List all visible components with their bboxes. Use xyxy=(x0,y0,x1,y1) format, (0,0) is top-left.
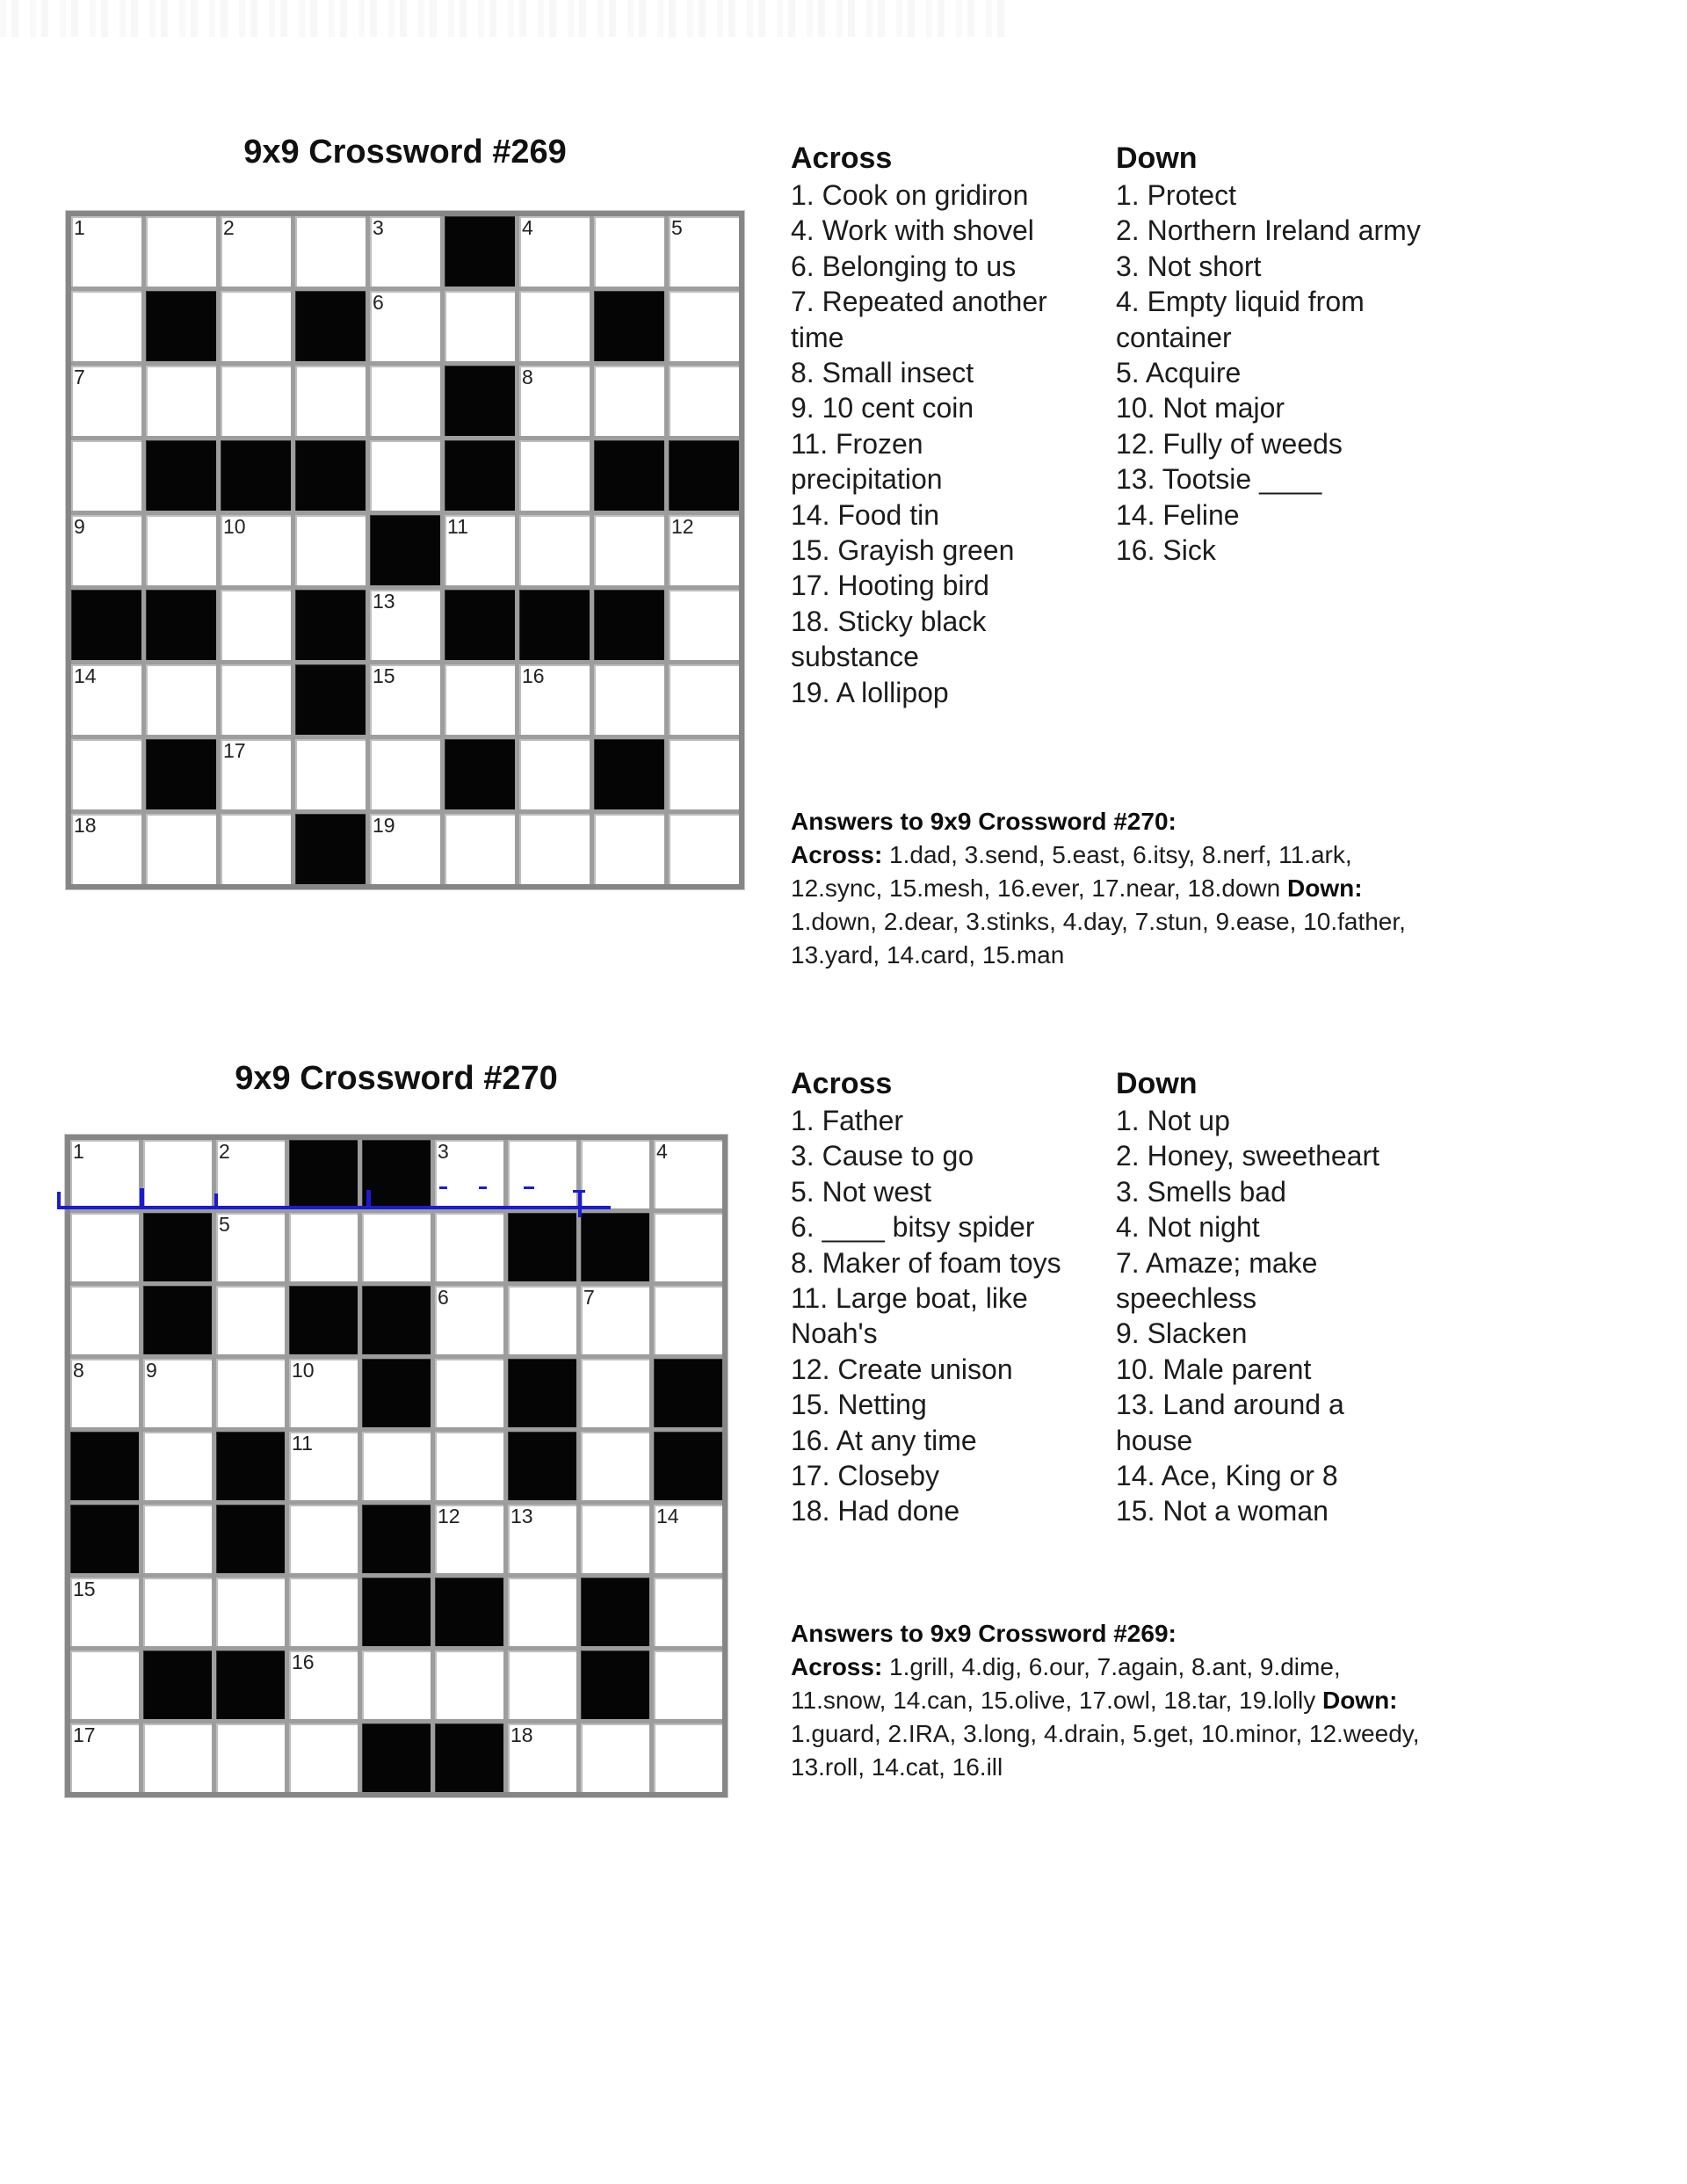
black-cell xyxy=(445,440,515,511)
answers-bold-label: Answers to 9x9 Crossword #269: xyxy=(791,1620,1177,1647)
clue-line: 4. Empty liquid from xyxy=(1116,286,1365,318)
clue-line: 9. 10 cent coin xyxy=(791,392,974,424)
white-cell xyxy=(221,814,291,884)
white-cell xyxy=(70,1578,139,1646)
white-cell xyxy=(370,216,440,287)
black-cell xyxy=(370,515,440,585)
black-cell xyxy=(581,1578,649,1646)
clue-line: precipitation xyxy=(791,463,943,496)
white-cell xyxy=(654,1651,722,1719)
white-cell xyxy=(146,366,216,436)
clue-line: speechless xyxy=(1116,1282,1257,1315)
white-cell xyxy=(216,1578,285,1646)
white-cell xyxy=(435,1432,503,1500)
white-cell xyxy=(508,1651,576,1719)
white-cell xyxy=(594,366,664,436)
white-cell xyxy=(71,664,141,735)
answers-text: 1.dad, 3.send, 5.east, 6.itsy, 8.nerf, 11.ark, xyxy=(882,841,1352,868)
black-cell xyxy=(362,1578,431,1646)
white-cell xyxy=(370,291,440,361)
white-cell xyxy=(581,1140,649,1208)
white-cell xyxy=(594,814,664,884)
white-cell xyxy=(594,216,664,287)
black-cell xyxy=(146,590,216,660)
black-cell xyxy=(146,739,216,809)
cell-number: 19 xyxy=(373,814,395,837)
white-cell xyxy=(221,216,291,287)
black-cell xyxy=(445,590,515,660)
clue-line: 3. Smells bad xyxy=(1116,1175,1286,1208)
white-cell xyxy=(669,739,739,809)
clue-line: 6. ____ bitsy spider xyxy=(791,1211,1035,1244)
black-cell xyxy=(445,739,515,809)
white-cell xyxy=(71,216,141,287)
black-cell xyxy=(654,1432,722,1500)
black-cell xyxy=(295,590,366,660)
white-cell xyxy=(143,1359,212,1427)
clue-line: 6. Belonging to us xyxy=(791,250,1017,282)
white-cell xyxy=(221,515,291,585)
black-cell xyxy=(508,1432,576,1500)
white-cell xyxy=(362,1651,431,1719)
clue-line: 2. Northern Ireland army xyxy=(1116,214,1421,247)
cell-number: 14 xyxy=(656,1505,679,1527)
answers-text: 11.snow, 14.can, 15.olive, 17.owl, 18.tar, 19.lolly xyxy=(791,1687,1322,1714)
clue-line: 19. A lollipop xyxy=(791,676,949,708)
black-cell xyxy=(295,814,366,884)
black-cell xyxy=(143,1286,212,1354)
clue-line: 17. Closeby xyxy=(791,1460,939,1492)
clue-line: 7. Repeated another xyxy=(791,286,1047,318)
white-cell xyxy=(370,590,440,660)
link-artifact-mark xyxy=(366,1190,371,1209)
cell-number: 2 xyxy=(223,216,235,239)
answers-text: 13.roll, 14.cat, 16.ill xyxy=(791,1753,1003,1781)
cell-number: 12 xyxy=(438,1505,460,1527)
clue-line: 5. Not west xyxy=(791,1175,932,1208)
clue-line: time xyxy=(791,321,844,353)
white-cell xyxy=(581,1505,649,1573)
clue-line: 10. Male parent xyxy=(1116,1353,1312,1385)
white-cell xyxy=(289,1578,358,1646)
cell-number: 6 xyxy=(373,291,384,314)
cell-number: 6 xyxy=(438,1286,449,1309)
cell-number: 4 xyxy=(522,216,533,239)
black-cell xyxy=(221,440,291,511)
white-cell xyxy=(508,1140,576,1208)
clue-line: 4. Not night xyxy=(1116,1211,1260,1244)
clue-line: 11. Large boat, like xyxy=(791,1282,1028,1315)
white-cell xyxy=(669,216,739,287)
clue-line: house xyxy=(1116,1424,1193,1456)
cell-number: 5 xyxy=(671,216,683,239)
clue-column-across-270 xyxy=(791,1064,1125,1529)
white-cell xyxy=(70,1651,139,1719)
white-cell xyxy=(445,291,515,361)
white-cell xyxy=(370,440,440,511)
black-cell xyxy=(146,291,216,361)
black-cell xyxy=(143,1213,212,1281)
clue-column-across-269 xyxy=(791,139,1125,710)
white-cell xyxy=(654,1578,722,1646)
cell-number: 9 xyxy=(74,515,85,538)
white-cell xyxy=(669,814,739,884)
white-cell xyxy=(370,739,440,809)
white-cell xyxy=(519,739,590,809)
cell-number: 12 xyxy=(671,515,694,538)
clue-line: 14. Feline xyxy=(1116,498,1240,531)
answers-text: 1.guard, 2.IRA, 3.long, 4.drain, 5.get, 10.minor, 12.weedy, xyxy=(791,1720,1420,1747)
clue-line: substance xyxy=(791,641,919,673)
black-cell xyxy=(445,216,515,287)
cell-number: 7 xyxy=(74,366,85,388)
clue-line: 10. Not major xyxy=(1116,392,1285,424)
white-cell xyxy=(370,366,440,436)
black-cell xyxy=(216,1432,285,1500)
cell-number: 16 xyxy=(522,664,545,687)
white-cell xyxy=(295,739,366,809)
black-cell xyxy=(581,1651,649,1719)
answers-line xyxy=(791,1751,1502,1784)
black-cell xyxy=(362,1140,431,1208)
white-cell xyxy=(71,814,141,884)
white-cell xyxy=(295,216,366,287)
clue-line: 3. Cause to go xyxy=(791,1140,974,1172)
answers-text: 12.sync, 15.mesh, 16.ever, 17.near, 18.down xyxy=(791,874,1288,902)
white-cell xyxy=(435,1359,503,1427)
answers-line xyxy=(791,939,1502,972)
clue-line: 4. Work with shovel xyxy=(791,214,1034,247)
black-cell xyxy=(362,1359,431,1427)
black-cell xyxy=(295,440,366,511)
white-cell xyxy=(221,590,291,660)
white-cell xyxy=(654,1213,722,1281)
white-cell xyxy=(581,1723,649,1792)
white-cell xyxy=(70,1286,139,1354)
white-cell xyxy=(71,515,141,585)
black-cell xyxy=(295,291,366,361)
cell-number: 13 xyxy=(510,1505,533,1527)
clue-line: 2. Honey, sweetheart xyxy=(1116,1140,1380,1172)
link-artifact-mark xyxy=(578,1190,582,1217)
white-cell xyxy=(581,1359,649,1427)
answers-bold-label: Answers to 9x9 Crossword #270: xyxy=(791,808,1177,835)
white-cell xyxy=(435,1286,503,1354)
black-cell xyxy=(71,590,141,660)
white-cell xyxy=(143,1723,212,1792)
white-cell xyxy=(581,1286,649,1354)
white-cell xyxy=(70,1213,139,1281)
cell-number: 2 xyxy=(219,1140,230,1163)
white-cell xyxy=(216,1359,285,1427)
white-cell xyxy=(669,291,739,361)
across-header: Across xyxy=(791,1067,893,1100)
white-cell xyxy=(370,664,440,735)
cell-number: 13 xyxy=(373,590,395,613)
cell-number: 11 xyxy=(447,515,468,538)
clue-line: 1. Father xyxy=(791,1105,904,1136)
white-cell xyxy=(221,366,291,436)
white-cell xyxy=(508,1505,576,1573)
white-cell xyxy=(143,1505,212,1573)
answers-text: 1.down, 2.dear, 3.stinks, 4.day, 7.stun, 9.ease, 10.father, xyxy=(791,908,1406,935)
clue-line: 16. Sick xyxy=(1116,534,1216,567)
cell-number: 15 xyxy=(73,1578,96,1600)
clue-line: 3. Not short xyxy=(1116,250,1262,282)
clue-line: 15. Netting xyxy=(791,1389,927,1421)
white-cell xyxy=(295,366,366,436)
clue-line: 12. Create unison xyxy=(791,1353,1013,1385)
white-cell xyxy=(519,366,590,436)
scan-noise-band xyxy=(0,0,1010,37)
cell-number: 1 xyxy=(73,1140,84,1163)
clue-line: 1. Cook on gridiron xyxy=(791,179,1029,211)
cell-number: 16 xyxy=(292,1651,315,1673)
white-cell xyxy=(654,1505,722,1573)
black-cell xyxy=(289,1286,358,1354)
white-cell xyxy=(669,366,739,436)
white-cell xyxy=(669,590,739,660)
white-cell xyxy=(221,739,291,809)
answers-line xyxy=(791,1684,1502,1717)
cell-number: 17 xyxy=(223,739,246,762)
black-cell xyxy=(508,1213,576,1281)
black-cell xyxy=(594,291,664,361)
white-cell xyxy=(289,1651,358,1719)
white-cell xyxy=(654,1723,722,1792)
clue-line: 8. Small insect xyxy=(791,357,974,389)
black-cell xyxy=(594,590,664,660)
white-cell xyxy=(289,1432,358,1500)
link-artifact-mark xyxy=(57,1192,61,1209)
clue-column-down-269 xyxy=(1116,139,1450,568)
white-cell xyxy=(70,1140,139,1208)
black-cell xyxy=(581,1213,649,1281)
clue-line: 15. Grayish green xyxy=(791,534,1015,567)
clue-line: container xyxy=(1116,321,1232,353)
cell-number: 3 xyxy=(438,1140,449,1163)
clue-line: 1. Not up xyxy=(1116,1105,1230,1136)
clue-line: 11. Frozen xyxy=(791,427,923,460)
white-cell xyxy=(435,1505,503,1573)
cell-number: 14 xyxy=(74,664,97,687)
white-cell xyxy=(70,1359,139,1427)
white-cell xyxy=(289,1505,358,1573)
white-cell xyxy=(216,1723,285,1792)
white-cell xyxy=(146,814,216,884)
white-cell xyxy=(445,515,515,585)
white-cell xyxy=(435,1140,503,1208)
white-cell xyxy=(221,291,291,361)
black-cell xyxy=(654,1359,722,1427)
white-cell xyxy=(519,291,590,361)
cell-number: 10 xyxy=(292,1359,315,1382)
clue-line: 5. Acquire xyxy=(1116,357,1242,389)
white-cell xyxy=(654,1140,722,1208)
clue-line: 16. At any time xyxy=(791,1424,977,1456)
white-cell xyxy=(71,291,141,361)
white-cell xyxy=(216,1213,285,1281)
white-cell xyxy=(289,1213,358,1281)
clue-line: 8. Maker of foam toys xyxy=(791,1246,1061,1279)
black-cell xyxy=(435,1578,503,1646)
black-cell xyxy=(146,440,216,511)
white-cell xyxy=(654,1286,722,1354)
cell-number: 10 xyxy=(223,515,246,538)
black-cell xyxy=(362,1723,431,1792)
puzzle-title: 9x9 Crossword #269 xyxy=(243,134,567,171)
cell-number: 1 xyxy=(74,216,85,239)
clue-line: 17. Hooting bird xyxy=(791,570,989,602)
down-header: Down xyxy=(1116,141,1198,175)
white-cell xyxy=(519,216,590,287)
black-cell xyxy=(216,1505,285,1573)
cell-number: 18 xyxy=(510,1723,533,1746)
black-cell xyxy=(143,1651,212,1719)
cell-number: 17 xyxy=(73,1723,96,1746)
white-cell xyxy=(508,1578,576,1646)
white-cell xyxy=(146,216,216,287)
answers-block-270 xyxy=(791,805,1502,972)
answers-bold-label: Across: xyxy=(791,841,883,868)
crossword-grid-270 xyxy=(65,1135,728,1797)
black-cell xyxy=(519,590,590,660)
link-artifact-mark xyxy=(524,1186,534,1189)
white-cell xyxy=(216,1286,285,1354)
answers-text: 13.yard, 14.card, 15.man xyxy=(791,941,1065,969)
clue-line: 13. Tootsie ____ xyxy=(1116,463,1322,496)
black-cell xyxy=(594,440,664,511)
white-cell xyxy=(143,1578,212,1646)
clue-line: 1. Protect xyxy=(1116,179,1236,211)
black-cell xyxy=(70,1432,139,1500)
white-cell xyxy=(594,664,664,735)
down-header: Down xyxy=(1116,1067,1198,1100)
white-cell xyxy=(370,814,440,884)
cell-number: 9 xyxy=(146,1359,157,1382)
link-artifact-mark xyxy=(479,1186,487,1189)
answers-line xyxy=(791,1617,1502,1651)
answers-bold-label: Across: xyxy=(791,1653,883,1680)
crossword-grid-269 xyxy=(66,211,744,889)
white-cell xyxy=(71,366,141,436)
cell-number: 8 xyxy=(522,366,533,388)
black-cell xyxy=(362,1505,431,1573)
black-cell xyxy=(289,1140,358,1208)
white-cell xyxy=(594,515,664,585)
cell-number: 18 xyxy=(74,814,97,837)
cell-number: 4 xyxy=(656,1140,668,1163)
white-cell xyxy=(669,515,739,585)
black-cell xyxy=(295,664,366,735)
white-cell xyxy=(435,1213,503,1281)
cell-number: 5 xyxy=(219,1213,230,1236)
answers-line xyxy=(791,872,1502,905)
white-cell xyxy=(362,1213,431,1281)
white-cell xyxy=(143,1140,212,1208)
white-cell xyxy=(289,1359,358,1427)
clue-column-down-270 xyxy=(1116,1064,1450,1529)
white-cell xyxy=(71,440,141,511)
white-cell xyxy=(362,1432,431,1500)
white-cell xyxy=(445,664,515,735)
answers-bold-label: Down: xyxy=(1287,874,1363,902)
white-cell xyxy=(289,1723,358,1792)
clue-line: 12. Fully of weeds xyxy=(1116,427,1343,460)
across-header: Across xyxy=(791,141,893,175)
cell-number: 11 xyxy=(292,1432,313,1455)
white-cell xyxy=(445,814,515,884)
black-cell xyxy=(445,366,515,436)
answers-line xyxy=(791,905,1502,939)
clue-line: 15. Not a woman xyxy=(1116,1495,1329,1527)
white-cell xyxy=(519,515,590,585)
answers-bold-label: Down: xyxy=(1321,1687,1398,1714)
white-cell xyxy=(70,1723,139,1792)
link-artifact-mark xyxy=(439,1186,447,1189)
link-artifact-mark xyxy=(214,1194,218,1209)
link-artifact-mark xyxy=(140,1188,144,1209)
white-cell xyxy=(519,440,590,511)
clue-line: 14. Ace, King or 8 xyxy=(1116,1460,1338,1492)
black-cell xyxy=(362,1286,431,1354)
answers-block-269 xyxy=(791,1617,1502,1784)
white-cell xyxy=(508,1723,576,1792)
cell-number: 3 xyxy=(373,216,384,239)
clue-line: 18. Sticky black xyxy=(791,605,987,637)
white-cell xyxy=(71,739,141,809)
answers-text: 1.grill, 4.dig, 6.our, 7.again, 8.ant, 9.dime, xyxy=(882,1653,1341,1680)
clue-line: Noah's xyxy=(791,1317,878,1350)
answers-line xyxy=(791,838,1502,872)
black-cell xyxy=(594,739,664,809)
clue-line: 18. Had done xyxy=(791,1495,960,1527)
answers-line xyxy=(791,1651,1502,1684)
white-cell xyxy=(146,515,216,585)
black-cell xyxy=(70,1505,139,1573)
white-cell xyxy=(216,1140,285,1208)
clue-line: 9. Slacken xyxy=(1116,1317,1248,1350)
answers-line xyxy=(791,805,1502,838)
answers-line xyxy=(791,1717,1502,1751)
white-cell xyxy=(519,814,590,884)
clue-line: 7. Amaze; make xyxy=(1116,1246,1318,1279)
white-cell xyxy=(508,1286,576,1354)
black-cell xyxy=(435,1723,503,1792)
black-cell xyxy=(216,1651,285,1719)
white-cell xyxy=(295,515,366,585)
white-cell xyxy=(435,1651,503,1719)
white-cell xyxy=(669,664,739,735)
cell-number: 15 xyxy=(373,664,395,687)
white-cell xyxy=(581,1432,649,1500)
black-cell xyxy=(669,440,739,511)
white-cell xyxy=(221,664,291,735)
clue-line: 14. Food tin xyxy=(791,498,939,531)
black-cell xyxy=(508,1359,576,1427)
clue-line: 13. Land around a xyxy=(1116,1389,1344,1421)
puzzle-title: 9x9 Crossword #270 xyxy=(235,1060,558,1097)
cell-number: 8 xyxy=(73,1359,84,1382)
cell-number: 7 xyxy=(583,1286,595,1309)
white-cell xyxy=(143,1432,212,1500)
white-cell xyxy=(519,664,590,735)
white-cell xyxy=(146,664,216,735)
